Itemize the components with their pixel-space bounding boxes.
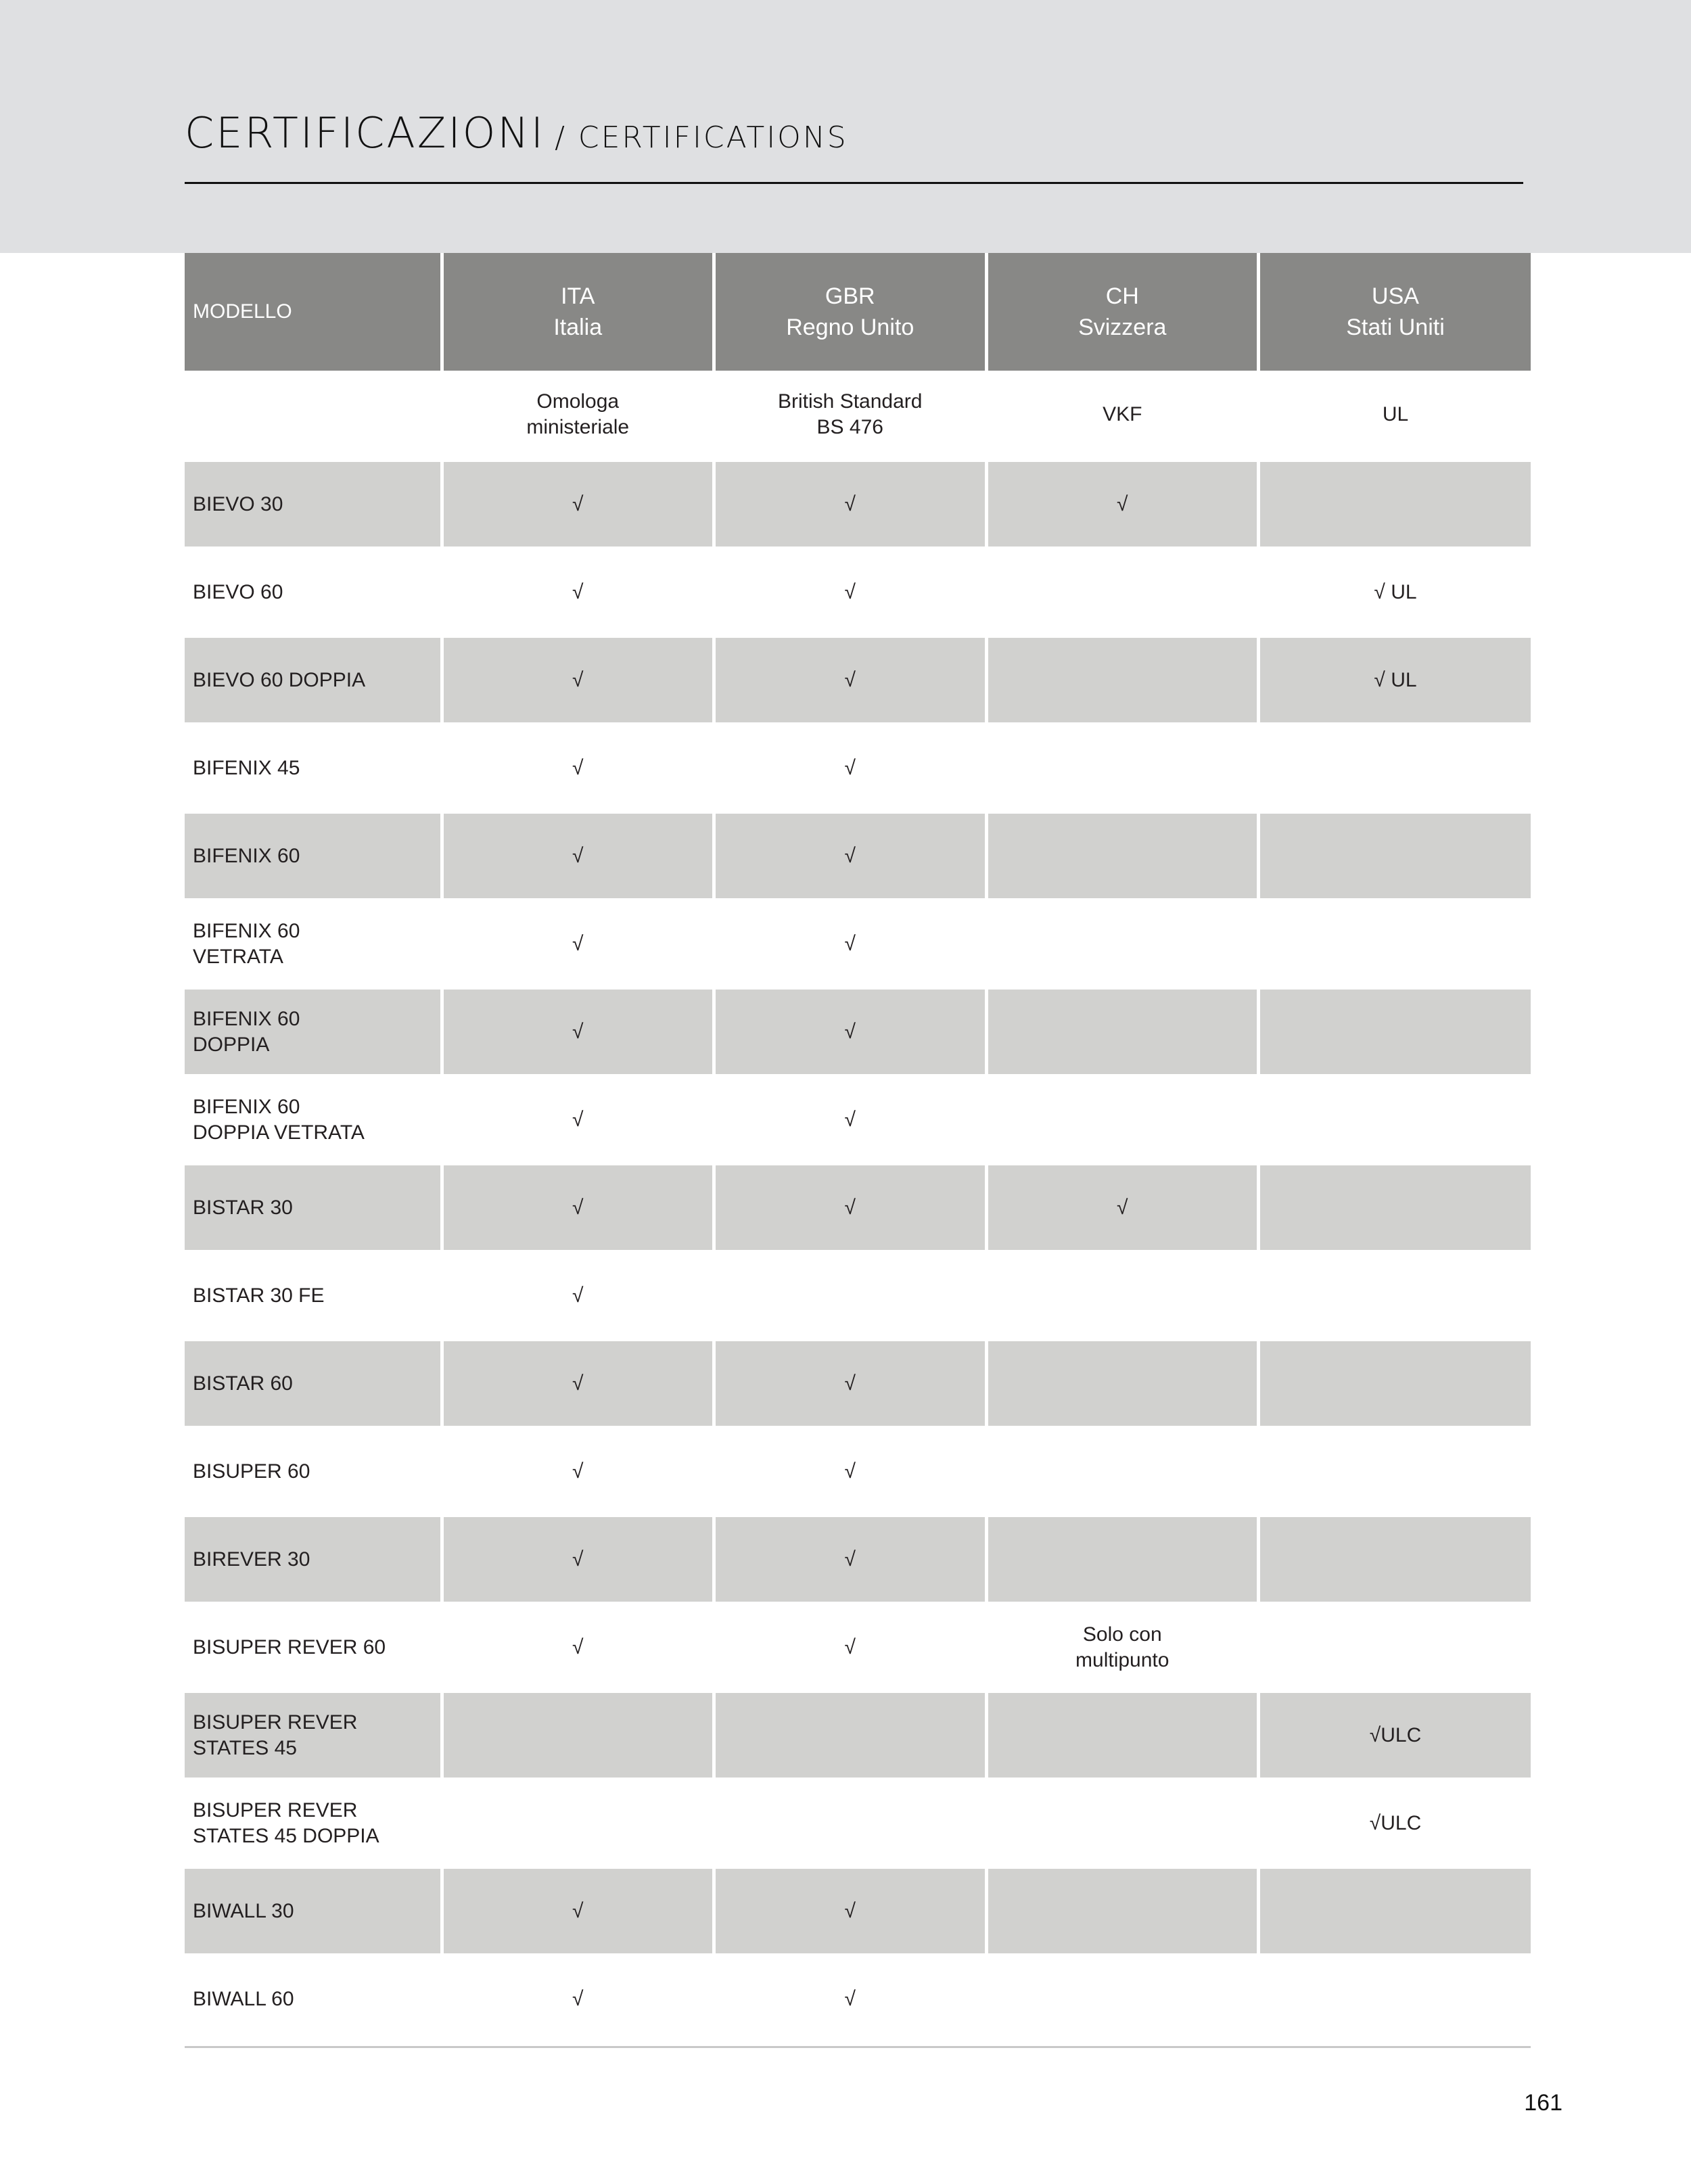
- cert-cell-gbr: √: [714, 636, 987, 724]
- cert-cell-gbr: √: [714, 812, 987, 900]
- column-country: Regno Unito: [786, 315, 914, 340]
- cert-cell-ita: [442, 1780, 714, 1867]
- table-row: [185, 1780, 1531, 1867]
- cert-cell-gbr: √: [714, 461, 987, 549]
- cert-cell-usa: [1259, 988, 1531, 1076]
- cert-cell-ch: [986, 1692, 1259, 1780]
- table-row: [185, 1076, 1531, 1164]
- model-name-cell: BIFENIX 60: [185, 812, 442, 900]
- cert-cell-usa: [1259, 1516, 1531, 1604]
- table-row: [185, 1340, 1531, 1428]
- cert-cell-usa: [1259, 1604, 1531, 1692]
- cert-cell-usa: √ULC: [1259, 1692, 1531, 1780]
- column-header-ita: [442, 253, 714, 371]
- column-header-gbr: [714, 253, 987, 371]
- column-code: USA: [1372, 283, 1419, 309]
- standard-gbr: British Standard BS 476: [714, 371, 987, 461]
- page-number: 161: [1524, 2090, 1562, 2116]
- cert-cell-ita: √: [442, 1076, 714, 1164]
- table-row: [185, 988, 1531, 1076]
- cert-cell-ita: √: [442, 1340, 714, 1428]
- cert-cell-ch: [986, 812, 1259, 900]
- table-row: [185, 900, 1531, 988]
- cert-cell-gbr: [714, 1780, 987, 1867]
- model-name-cell: BIWALL 60: [185, 1955, 442, 2042]
- table-header-row: [185, 253, 1531, 371]
- model-name-cell: BIEVO 30: [185, 461, 442, 549]
- cert-cell-gbr: [714, 1692, 987, 1780]
- cert-cell-ita: √: [442, 724, 714, 812]
- table-row: [185, 1164, 1531, 1252]
- cert-cell-ch: [986, 1780, 1259, 1867]
- cert-cell-usa: [1259, 1867, 1531, 1955]
- cert-cell-ch: [986, 1867, 1259, 1955]
- table-row: [185, 1516, 1531, 1604]
- cert-cell-usa: [1259, 1252, 1531, 1340]
- cert-cell-ch: √: [986, 461, 1259, 549]
- title-sub: / CERTIFICATIONS: [555, 120, 848, 155]
- cert-cell-ch: [986, 1252, 1259, 1340]
- column-country: Stati Uniti: [1346, 315, 1445, 340]
- column-code: ITA: [561, 283, 595, 309]
- model-name-cell: BIFENIX 60 DOPPIA: [185, 988, 442, 1076]
- cert-cell-ch: √: [986, 1164, 1259, 1252]
- table-row: [185, 1955, 1531, 2042]
- cert-cell-usa: [1259, 724, 1531, 812]
- model-name-cell: BIFENIX 60 VETRATA: [185, 900, 442, 988]
- cert-cell-ita: √: [442, 1604, 714, 1692]
- model-name-cell: BISUPER REVER STATES 45 DOPPIA: [185, 1780, 442, 1867]
- model-name-cell: BISUPER 60: [185, 1428, 442, 1516]
- cert-cell-ch: [986, 549, 1259, 636]
- cert-cell-ita: √: [442, 988, 714, 1076]
- column-header-usa: [1259, 253, 1531, 371]
- cert-cell-ch: [986, 988, 1259, 1076]
- cert-cell-ch: [986, 636, 1259, 724]
- model-name-cell: BIFENIX 45: [185, 724, 442, 812]
- model-name-cell: BISTAR 60: [185, 1340, 442, 1428]
- cert-cell-ch: [986, 1516, 1259, 1604]
- cert-cell-ita: √: [442, 461, 714, 549]
- model-name-cell: BIWALL 30: [185, 1867, 442, 1955]
- table-body: [185, 371, 1531, 2041]
- cert-cell-ita: [442, 1692, 714, 1780]
- cert-cell-usa: [1259, 1164, 1531, 1252]
- cert-cell-gbr: √: [714, 900, 987, 988]
- cert-cell-ita: √: [442, 1867, 714, 1955]
- cert-cell-usa: [1259, 461, 1531, 549]
- cert-cell-usa: [1259, 1076, 1531, 1164]
- column-country: Italia: [553, 315, 603, 340]
- table-row: [185, 461, 1531, 549]
- cert-cell-usa: [1259, 1955, 1531, 2042]
- cert-cell-usa: √ UL: [1259, 549, 1531, 636]
- table-bottom-rule: [185, 2046, 1531, 2048]
- title-rule: [185, 182, 1523, 184]
- cert-cell-gbr: √: [714, 1428, 987, 1516]
- cert-cell-ch: [986, 900, 1259, 988]
- table-row: [185, 636, 1531, 724]
- table-row: [185, 1604, 1531, 1692]
- cert-cell-ita: √: [442, 1164, 714, 1252]
- model-name-cell: BISTAR 30: [185, 1164, 442, 1252]
- column-header-ch: [986, 253, 1259, 371]
- cert-cell-ch: [986, 1340, 1259, 1428]
- standard-ch: VKF: [986, 371, 1259, 461]
- cert-cell-ita: √: [442, 1516, 714, 1604]
- cert-cell-ch: [986, 1076, 1259, 1164]
- cert-cell-usa: [1259, 1340, 1531, 1428]
- cert-cell-ita: √: [442, 900, 714, 988]
- cert-cell-gbr: √: [714, 1164, 987, 1252]
- model-name-cell: BIFENIX 60 DOPPIA VETRATA: [185, 1076, 442, 1164]
- standards-row: [185, 371, 1531, 461]
- table-row: [185, 1252, 1531, 1340]
- cert-cell-gbr: √: [714, 1516, 987, 1604]
- column-code: GBR: [825, 283, 875, 309]
- cert-cell-ita: √: [442, 812, 714, 900]
- cert-cell-gbr: √: [714, 988, 987, 1076]
- cert-cell-usa: √ UL: [1259, 636, 1531, 724]
- cert-cell-usa: [1259, 812, 1531, 900]
- cert-cell-ch: [986, 724, 1259, 812]
- table-row: [185, 1867, 1531, 1955]
- standard-usa: UL: [1259, 371, 1531, 461]
- column-code: CH: [1105, 283, 1139, 309]
- cert-cell-ita: √: [442, 1955, 714, 2042]
- model-name-cell: BIEVO 60: [185, 549, 442, 636]
- model-name-cell: BIEVO 60 DOPPIA: [185, 636, 442, 724]
- cert-cell-ch: [986, 1428, 1259, 1516]
- cert-cell-ch: [986, 1955, 1259, 2042]
- table-row: [185, 812, 1531, 900]
- page-title: [185, 108, 848, 169]
- cert-cell-gbr: √: [714, 1604, 987, 1692]
- table-row: [185, 724, 1531, 812]
- model-name-cell: BIREVER 30: [185, 1516, 442, 1604]
- cert-cell-ita: √: [442, 1428, 714, 1516]
- table-row: [185, 1692, 1531, 1780]
- cert-cell-usa: [1259, 1428, 1531, 1516]
- cert-cell-usa: [1259, 900, 1531, 988]
- cert-cell-ch: Solo con multipunto: [986, 1604, 1259, 1692]
- model-name-cell: BISUPER REVER STATES 45: [185, 1692, 442, 1780]
- model-name-cell: BISTAR 30 FE: [185, 1252, 442, 1340]
- table-row: [185, 1428, 1531, 1516]
- cert-cell-gbr: √: [714, 724, 987, 812]
- cert-cell-gbr: √: [714, 1340, 987, 1428]
- column-country: Svizzera: [1078, 315, 1167, 340]
- table-row: [185, 549, 1531, 636]
- standards-row-spacer: [185, 371, 442, 461]
- certifications-table: [185, 253, 1531, 2041]
- model-column-header: MODELLO: [185, 253, 442, 371]
- model-name-cell: BISUPER REVER 60: [185, 1604, 442, 1692]
- cert-cell-ita: √: [442, 636, 714, 724]
- cert-cell-gbr: √: [714, 549, 987, 636]
- cert-cell-gbr: √: [714, 1867, 987, 1955]
- standard-ita: Omologa ministeriale: [442, 371, 714, 461]
- cert-cell-gbr: √: [714, 1955, 987, 2042]
- cert-cell-gbr: [714, 1252, 987, 1340]
- cert-cell-gbr: √: [714, 1076, 987, 1164]
- title-main: CERTIFICAZIONI: [185, 108, 546, 158]
- cert-cell-ita: √: [442, 1252, 714, 1340]
- cert-cell-usa: √ULC: [1259, 1780, 1531, 1867]
- cert-cell-ita: √: [442, 549, 714, 636]
